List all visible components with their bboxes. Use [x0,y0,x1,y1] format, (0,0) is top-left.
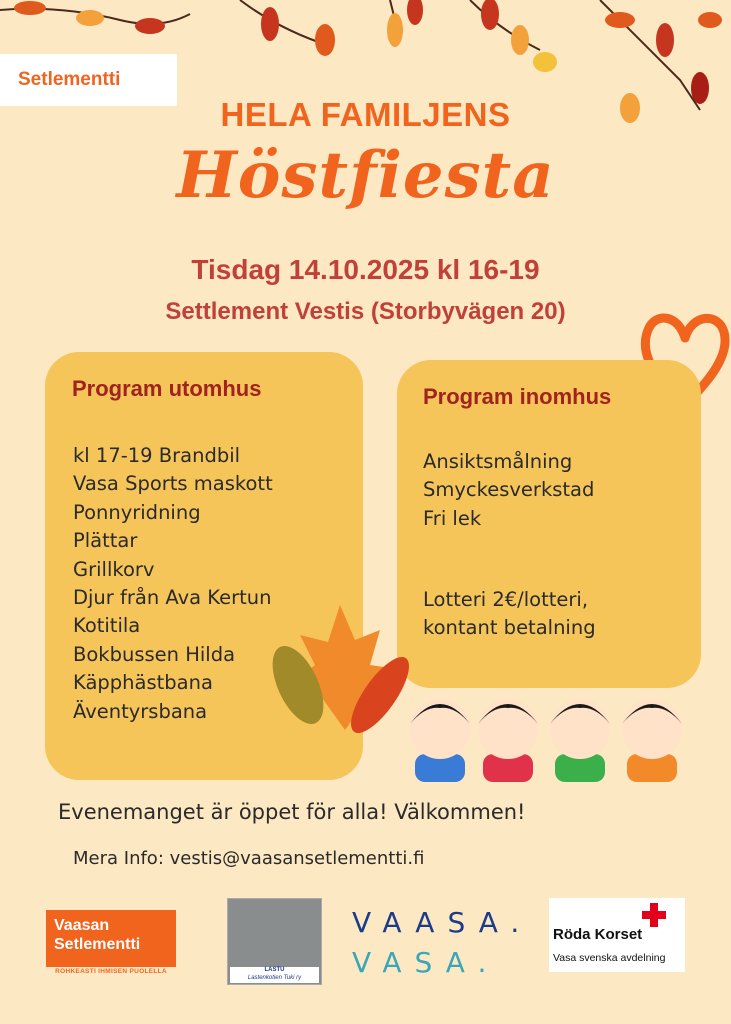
contact-info: Mera Info: vestis@vaasansetlementti.fi [73,848,425,869]
list-item: Plättar [73,529,138,553]
logo-slogan: ROHKEASTI IHMISEN PUOLELLA [55,968,167,975]
list-item: Ansiktsmålning [423,450,573,473]
roda-korset-branch: Vasa svenska avdelning [553,952,666,964]
list-item: Bokbussen Hilda [73,642,236,666]
lastu-subname: Lastenkotien Tuki ry [247,974,302,981]
list-item: Grillkorv [73,557,155,581]
title-line2: Höstfiesta [176,138,555,213]
list-item: Vasa Sports maskott [73,472,273,496]
vaasan-setlementti-logo [46,910,176,967]
list-item: Kotitila [73,614,141,638]
lottery-info [423,586,596,643]
welcome-text: Evenemanget är öppet för alla! Välkommen! [58,800,526,824]
outdoor-title: Program utomhus [72,376,262,401]
list-item: Äventyrsbana [73,699,208,723]
list-item: Käpphästbana [73,671,213,695]
red-cross-icon [641,902,667,928]
list-item: Ponnyridning [73,500,201,524]
indoor-list [423,448,594,533]
title-line1: HELA FAMILJENS [220,96,511,133]
logo-text: Setlementti [54,936,141,953]
indoor-title: Program inomhus [423,384,612,409]
leaves-icon [270,600,415,735]
lastu-name: LASTU [264,967,285,973]
outdoor-list [73,442,273,726]
list-item: Djur från Ava Kertun [73,586,272,610]
setlementti-tag: Setlementti [0,54,177,106]
lottery-line: kontant betalning [423,616,596,640]
vaasa-logo-sv: VASA. [352,946,500,979]
lottery-line: Lotteri 2€/lotteri, [423,588,589,611]
roda-korset-name: Röda Korset [553,926,643,943]
children-illustration [405,684,697,784]
event-date: Tisdag 14.10.2025 kl 16-19 [191,254,540,285]
event-venue: Settlement Vestis (Storbyvägen 20) [165,298,566,325]
list-item: Fri lek [423,506,482,530]
list-item: Smyckesverkstad [423,478,595,502]
lastu-label [230,967,319,983]
indoor-program-box [397,360,701,688]
vaasa-logo-fi: VAASA. [352,906,533,939]
list-item: kl 17-19 Brandbil [73,444,241,467]
logo-text: Vaasan [54,917,110,934]
